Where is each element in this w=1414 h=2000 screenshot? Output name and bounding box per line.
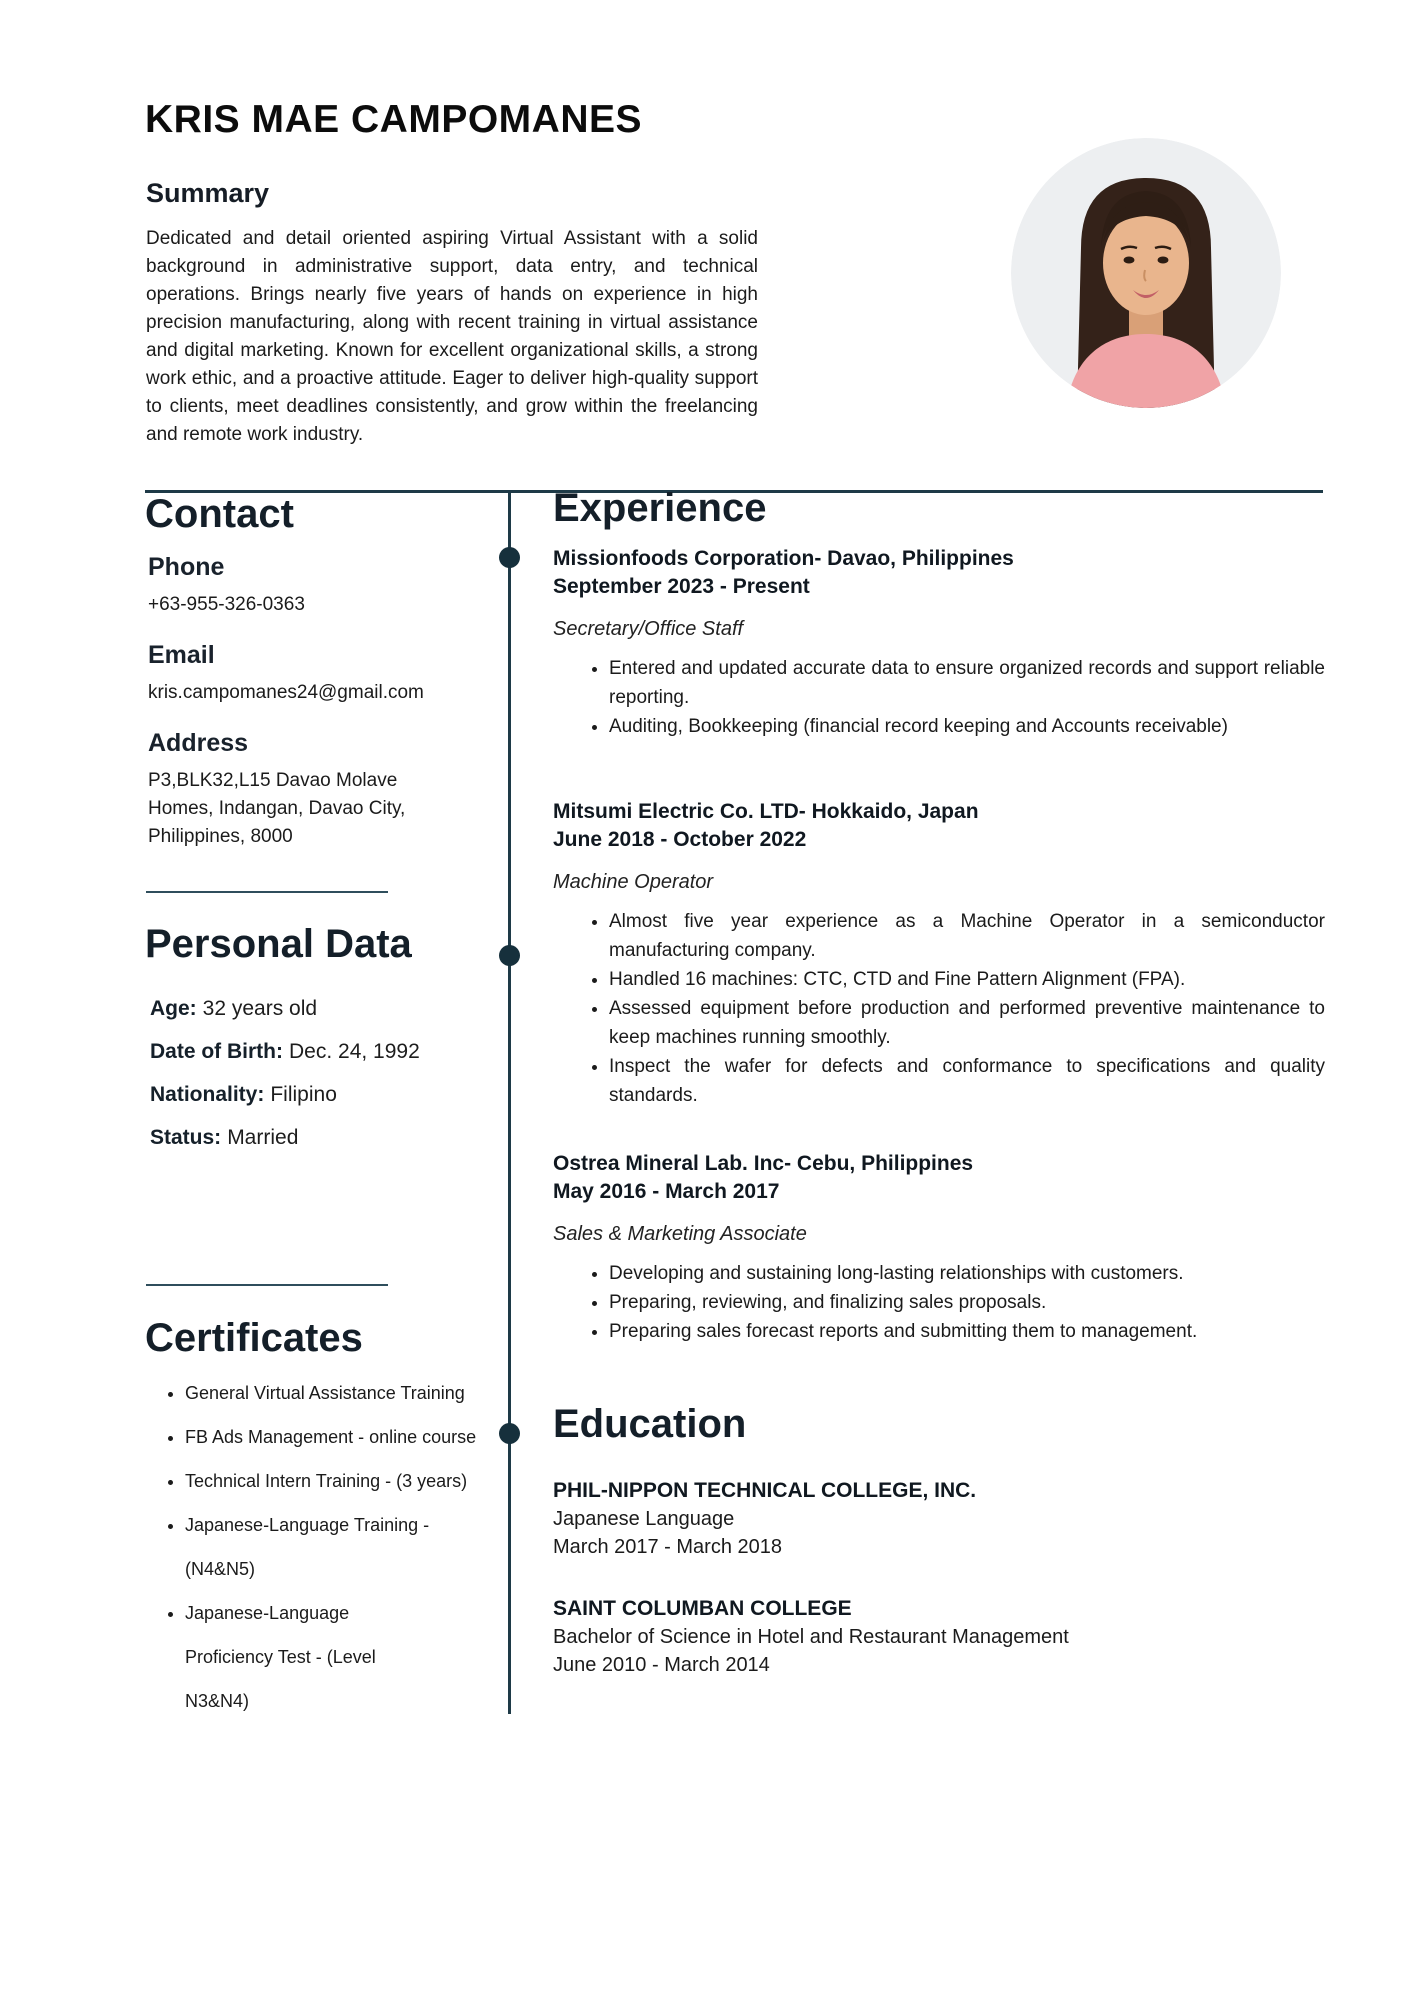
summary-text: Dedicated and detail oriented aspiring Virtual Assistant with a solid background in administrative support, data entry, and technical operations. Brings nearly five years of hands on experience in high precision manufacturing, along with recent training in virtual assistance and digital marketing. Known for excellent organizational skills, a strong work ethic, and a proactive attitude. Eager to deliver high-quality support to clients, meet deadlines consistently, and grow within the freelancing and remote work industry. — [146, 228, 758, 445]
field-label: Date of Birth: — [150, 1040, 283, 1063]
job-bullet: • Auditing, Bookkeeping (financial record keeping and Accounts receivable) — [609, 712, 1325, 741]
job-bullet-list — [553, 907, 1325, 1110]
personal-field-dob — [150, 1040, 475, 1064]
job-bullet: • Inspect the wafer for defects and conformance to specifications and quality standards. — [609, 1052, 1325, 1110]
job-dates: September 2023 - Present — [553, 575, 810, 598]
job-dates: May 2016 - March 2017 — [553, 1180, 780, 1203]
school-name: SAINT COLUMBAN COLLEGE — [553, 1597, 852, 1620]
job-bullet-list — [553, 654, 1325, 741]
school-dates: June 2010 - March 2014 — [553, 1654, 770, 1676]
school-program: Japanese Language — [553, 1508, 735, 1530]
field-value: Married — [227, 1126, 299, 1149]
email-label: Email — [148, 641, 215, 669]
resume-name: KRIS MAE CAMPOMANES — [145, 98, 643, 141]
certificate-item: • FB Ads Management - online course — [185, 1415, 505, 1459]
certificate-item: • Technical Intern Training - (3 years) — [185, 1459, 505, 1503]
job-entry — [553, 798, 1325, 1110]
certificate-item: • Japanese-Language Training - (N4&N5) — [185, 1503, 435, 1591]
field-label: Nationality: — [150, 1083, 265, 1106]
job-company: Mitsumi Electric Co. LTD- Hokkaido, Japan — [553, 800, 979, 823]
job-bullet-list — [553, 1259, 1325, 1346]
job-bullet: • Almost five year experience as a Machine Operator in a semiconductor manufacturing company. — [609, 907, 1325, 965]
headshot-illustration — [1011, 138, 1281, 408]
job-company-dates — [553, 1150, 1325, 1206]
personal-data-title: Personal Data — [145, 922, 412, 966]
certificates-list — [145, 1371, 505, 1723]
job-bullet: • Developing and sustaining long-lasting relationships with customers. — [609, 1259, 1325, 1288]
address-label: Address — [148, 729, 249, 757]
certificates-section — [145, 1316, 505, 1723]
job-bullet: • Entered and updated accurate data to ensure organized records and support reliable reporting. — [609, 654, 1325, 712]
experience-title: Experience — [553, 486, 767, 530]
job-bullet: • Handled 16 machines: CTC, CTD and Fine Pattern Alignment (FPA). — [609, 965, 1325, 994]
email-value: kris.campomanes24@gmail.com — [148, 682, 424, 703]
contact-section — [145, 492, 465, 851]
job-role: Sales & Marketing Associate — [553, 1223, 807, 1245]
field-value: Filipino — [270, 1083, 337, 1106]
phone-value: +63-955-326-0363 — [148, 594, 305, 615]
job-company-dates — [553, 545, 1325, 601]
contact-title: Contact — [145, 492, 294, 536]
job-company: Missionfoods Corporation- Davao, Philippines — [553, 547, 1014, 570]
phone-label: Phone — [148, 553, 225, 581]
job-bullet: • Preparing, reviewing, and finalizing sales proposals. — [609, 1288, 1325, 1317]
education-entry — [553, 1477, 1325, 1561]
personal-field-nationality — [150, 1083, 475, 1107]
profile-photo — [1011, 138, 1281, 408]
job-company: Ostrea Mineral Lab. Inc- Cebu, Philippines — [553, 1152, 974, 1175]
job-bullet: • Assessed equipment before production and performed preventive maintenance to keep machines running smoothly. — [609, 994, 1325, 1052]
personal-field-status — [150, 1126, 475, 1150]
job-dates: June 2018 - October 2022 — [553, 828, 807, 851]
job-bullet: • Preparing sales forecast reports and submitting them to management. — [609, 1317, 1325, 1346]
field-value: 32 years old — [202, 997, 318, 1020]
certificate-item: • Japanese-Language Proficiency Test - (Level N3&N4) — [185, 1591, 435, 1723]
field-value: Dec. 24, 1992 — [289, 1040, 420, 1063]
education-title: Education — [553, 1402, 747, 1446]
job-company-dates — [553, 798, 1325, 854]
column-divider-line — [508, 492, 511, 1714]
school-name: PHIL-NIPPON TECHNICAL COLLEGE, INC. — [553, 1479, 977, 1502]
personal-field-age — [150, 997, 475, 1021]
school-program: Bachelor of Science in Hotel and Restaurant Management — [553, 1626, 1069, 1648]
job-entry — [553, 1150, 1325, 1346]
personal-data-section — [145, 922, 475, 1169]
experience-section — [553, 486, 1325, 1679]
job-role: Machine Operator — [553, 871, 714, 893]
address-value: P3,BLK32,L15 Davao Molave Homes, Indangan, Davao City, Philippines, 8000 — [148, 770, 406, 847]
section-divider — [146, 1284, 388, 1286]
timeline-dot — [499, 547, 520, 568]
field-label: Age: — [150, 997, 197, 1020]
job-entry — [553, 545, 1325, 741]
field-label: Status: — [150, 1126, 222, 1149]
certificates-title: Certificates — [145, 1316, 363, 1360]
certificate-item: • General Virtual Assistance Training — [185, 1371, 505, 1415]
job-role: Secretary/Office Staff — [553, 618, 744, 640]
summary-title: Summary — [146, 178, 270, 208]
timeline-dot — [499, 945, 520, 966]
school-dates: March 2017 - March 2018 — [553, 1536, 783, 1558]
education-entry — [553, 1595, 1325, 1679]
section-divider — [146, 891, 388, 893]
